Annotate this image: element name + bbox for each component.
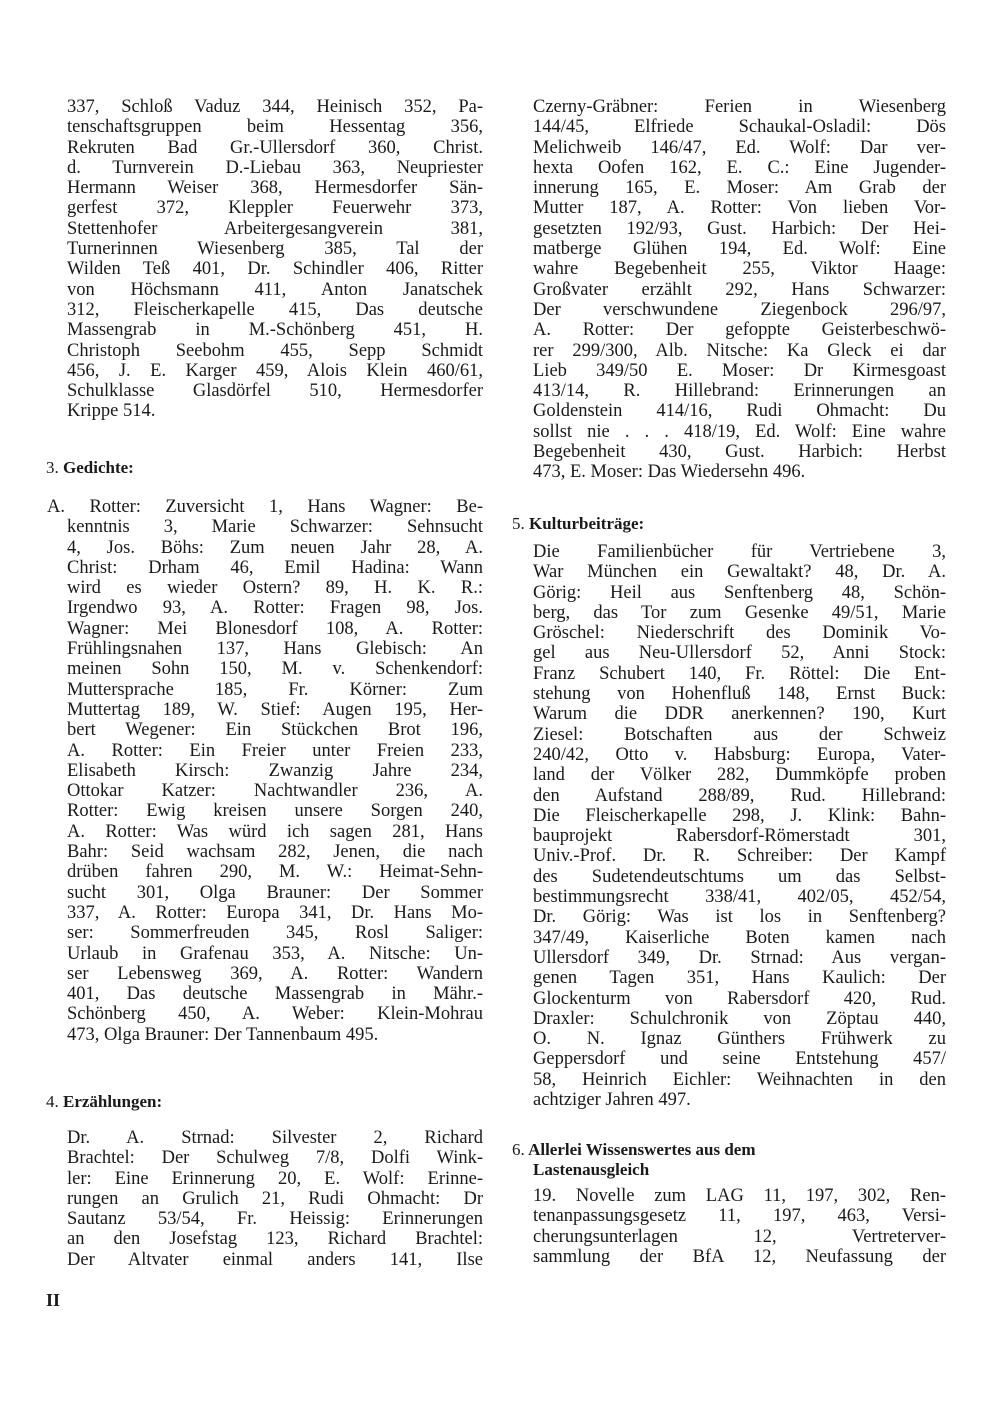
text-line: Die Fleischerkapelle 298, J. Klink: Bahn- [533, 805, 946, 826]
text-line: Wilden Teß 401, Dr. Schindler 406, Ritter [67, 259, 483, 280]
text-line: sollst nie . . . 418/19, Ed. Wolf: Eine wahre [533, 421, 946, 442]
text-line: Sautanz 53/54, Fr. Heissig: Erinnerungen [67, 1209, 483, 1230]
text-line: Dr. Görig: Was ist los in Senftenberg? [533, 907, 946, 928]
section-number: 3. [46, 458, 59, 477]
text-line: Die Familienbücher für Vertriebene 3, [533, 542, 946, 562]
text-line: Krippe 514. [67, 401, 156, 422]
text-line: 473, Olga Brauner: Der Tannenbaum 495. [67, 1024, 379, 1045]
text-line: 456, J. E. Karger 459, Alois Klein 460/61, [67, 360, 483, 381]
text-line: achtziger Jahren 497. [533, 1090, 691, 1111]
text-line: Der verschwundene Ziegenbock 296/97, [533, 299, 946, 320]
text-line: Muttertag 189, W. Stief: Augen 195, Her- [67, 699, 483, 720]
text-line: 19. Novelle zum LAG 11, 197, 302, Ren- [533, 1186, 946, 1206]
text-line: kenntnis 3, Marie Schwarzer: Sehnsucht [67, 517, 483, 538]
text-line: 4, Jos. Böhs: Zum neuen Jahr 28, A. [67, 537, 483, 558]
text-line: 337, Schloß Vaduz 344, Heinisch 352, Pa- [67, 97, 483, 117]
text-line: Univ.-Prof. Dr. R. Schreiber: Der Kampf [533, 846, 946, 867]
text-line: Christoph Seebohm 455, Sepp Schmidt [67, 340, 483, 361]
section-3-body [47, 497, 483, 1045]
text-line: bert Wegener: Ein Stückchen Brot 196, [67, 720, 483, 741]
text-line: cherungsunterlagen 12, Vertreterver- [533, 1226, 946, 1247]
text-line: land der Völker 282, Dummköpfe proben [533, 765, 946, 786]
text-line: wahre Begebenheit 255, Viktor Haage: [533, 259, 946, 280]
section-title: Kulturbeiträge: [529, 514, 645, 533]
text-line: Warum die DDR anerkennen? 190, Kurt [533, 704, 946, 725]
text-line: wird es wieder Ostern? 89, H. K. R.: [67, 578, 483, 599]
text-line: sucht 301, Olga Brauner: Der Sommer [67, 882, 483, 903]
text-line: sammlung der BfA 12, Neufassung der [533, 1246, 946, 1267]
text-line: O. N. Ignaz Günthers Frühwerk zu [533, 1029, 946, 1050]
text-line: ser Lebensweg 369, A. Rotter: Wandern [67, 963, 483, 984]
text-line: Irgendwo 93, A. Rotter: Fragen 98, Jos. [67, 598, 483, 619]
text-line: Rotter: Ewig kreisen unsere Sorgen 240, [67, 801, 483, 822]
text-line: Bahr: Seid wachsam 282, Jenen, die nach [67, 842, 483, 863]
text-line: den Aufstand 288/89, Rud. Hillebrand: [533, 785, 946, 806]
text-line: A. Rotter: Was würd ich sagen 281, Hans [67, 821, 483, 842]
section-title-continued: Lastenausgleich [533, 1160, 650, 1179]
text-line: von Höchsmann 411, Anton Janatschek [67, 279, 483, 300]
text-line: A. Rotter: Ein Freier unter Freien 233, [67, 740, 483, 761]
text-line: Urlaub in Grafenau 353, A. Nitsche: Un- [67, 943, 483, 964]
text-line: ser: Sommerfreuden 345, Rosl Saliger: [67, 923, 483, 944]
text-line: Großvater erzählt 292, Hans Schwarzer: [533, 279, 946, 300]
text-line: hexta Oofen 162, E. C.: Eine Jugender- [533, 157, 946, 178]
text-line: gesetzten 192/93, Gust. Harbich: Der Hei- [533, 218, 946, 239]
text-line: 413/14, R. Hillebrand: Erinnerungen an [533, 381, 946, 402]
text-line: 144/45, Elfriede Schaukal-Osladil: Dös [533, 117, 946, 138]
text-line: 473, E. Moser: Das Wiedersehn 496. [533, 462, 806, 483]
text-line: gerfest 372, Kleppler Feuerwehr 373, [67, 198, 483, 219]
text-line: Rekruten Bad Gr.-Ullersdorf 360, Christ. [67, 137, 483, 158]
text-line: gel aus Neu-Ullersdorf 52, Anni Stock: [533, 643, 946, 664]
section-title: Allerlei Wissenswertes aus dem [528, 1140, 756, 1159]
text-line: Geppersdorf und seine Entstehung 457/ [533, 1049, 946, 1070]
section-6-body [533, 1186, 946, 1267]
section-number: 6. [512, 1140, 525, 1159]
text-line: Dr. A. Strnad: Silvester 2, Richard [67, 1128, 483, 1148]
text-line: des Sudetendeutschtums um das Selbst- [533, 866, 946, 887]
text-line: 240/42, Otto v. Habsburg: Europa, Vater- [533, 744, 946, 765]
section-title: Erzählungen: [63, 1092, 163, 1111]
text-line: Glockenturm von Rabersdorf 420, Rud. [533, 988, 946, 1009]
text-line: Mutter 187, A. Rotter: Von lieben Vor- [533, 198, 946, 219]
text-line: Ullersdorf 349, Dr. Strnad: Aus vergan- [533, 947, 946, 968]
text-line: 58, Heinrich Eichler: Weihnachten in den [533, 1069, 946, 1090]
text-line: meinen Sohn 150, M. v. Schenkendorf: [67, 659, 483, 680]
text-line: Turnerinnen Wiesenberg 385, Tal der [67, 239, 483, 260]
text-line: Czerny-Gräbner: Ferien in Wiesenberg [533, 97, 946, 117]
text-line: Franz Schubert 140, Fr. Röttel: Die Ent- [533, 663, 946, 684]
section-title: Gedichte: [63, 458, 134, 477]
text-line: Massengrab in M.-Schönberg 451, H. [67, 320, 483, 341]
text-line: Muttersprache 185, Fr. Körner: Zum [67, 679, 483, 700]
text-line: innerung 165, E. Moser: Am Grab der [533, 178, 946, 199]
text-line: rungen an Grulich 21, Rudi Ohmacht: Dr [67, 1188, 483, 1209]
text-line: ler: Eine Erinnerung 20, E. Wolf: Erinne- [67, 1168, 483, 1189]
text-line: d. Turnverein D.-Liebau 363, Neupriester [67, 157, 483, 178]
text-line: Frühlingsnahen 137, Hans Glebisch: An [67, 639, 483, 660]
text-line: drüben fahren 290, M. W.: Heimat-Sehn- [67, 862, 483, 883]
section-3-heading [46, 458, 134, 478]
page-number: II [46, 1290, 61, 1310]
section-4-body [67, 1128, 483, 1270]
text-line: Schulklasse Glasdörfel 510, Hermesdorfer [67, 381, 483, 402]
text-line: Ziesel: Botschaften aus der Schweiz [533, 724, 946, 745]
text-line: Schönberg 450, A. Weber: Klein-Mohrau [67, 1004, 483, 1025]
text-line: Stettenhofer Arbeitergesangverein 381, [67, 218, 483, 239]
text-line: War München ein Gewaltakt? 48, Dr. A. [533, 562, 946, 583]
text-line: Draxler: Schulchronik von Zöptau 440, [533, 1008, 946, 1029]
section-5-body [533, 542, 946, 1110]
text-line: 401, Das deutsche Massengrab in Mähr.- [67, 984, 483, 1005]
text-line: bestimmungsrecht 338/41, 402/05, 452/54, [533, 887, 946, 908]
text-line: Begebenheit 430, Gust. Harbich: Herbst [533, 442, 946, 463]
text-line: A. Rotter: Zuversicht 1, Hans Wagner: Be- [47, 497, 483, 517]
text-line: Elisabeth Kirsch: Zwanzig Jahre 234, [67, 760, 483, 781]
text-line: stehung von Hohenfluß 148, Ernst Buck: [533, 684, 946, 705]
text-line: matberge Glühen 194, Ed. Wolf: Eine [533, 239, 946, 260]
text-line: 337, A. Rotter: Europa 341, Dr. Hans Mo- [67, 902, 483, 923]
text-line: Goldenstein 414/16, Rudi Ohmacht: Du [533, 401, 946, 422]
text-line: tenanpassungsgesetz 11, 197, 463, Versi- [533, 1206, 946, 1227]
text-line: Melichweib 146/47, Ed. Wolf: Dar ver- [533, 137, 946, 158]
left-section-1-continued [67, 97, 483, 422]
section-5-heading [512, 514, 644, 534]
text-line: 312, Fleischerkapelle 415, Das deutsche [67, 299, 483, 320]
text-line: A. Rotter: Der gefoppte Geisterbeschwö- [533, 320, 946, 341]
text-line: an den Josefstag 123, Richard Brachtel: [67, 1229, 483, 1250]
text-line: Christ: Drham 46, Emil Hadina: Wann [67, 557, 483, 578]
text-line: Gröschel: Niederschrift des Dominik Vo- [533, 623, 946, 644]
text-line: Wagner: Mei Blonesdorf 108, A. Rotter: [67, 618, 483, 639]
right-section-4-continued [533, 97, 946, 483]
text-line: berg, das Tor zum Gesenke 49/51, Marie [533, 602, 946, 623]
text-line: Görig: Heil aus Senftenberg 48, Schön- [533, 582, 946, 603]
text-line: Lieb 349/50 E. Moser: Dr Kirmesgoast [533, 360, 946, 381]
text-line: rer 299/300, Alb. Nitsche: Ka Gleck ei dar [533, 340, 946, 361]
section-number: 5. [512, 514, 525, 533]
section-number: 4. [46, 1092, 59, 1111]
text-line: Hermann Weiser 368, Hermesdorfer Sän- [67, 178, 483, 199]
text-line: Ottokar Katzer: Nachtwandler 236, A. [67, 781, 483, 802]
section-4-heading [46, 1092, 162, 1112]
text-line: 347/49, Kaiserliche Boten kamen nach [533, 927, 946, 948]
text-line: Der Altvater einmal anders 141, Ilse [67, 1249, 483, 1270]
text-line: Brachtel: Der Schulweg 7/8, Dolfi Wink- [67, 1148, 483, 1169]
text-line: genen Tagen 351, Hans Kaulich: Der [533, 968, 946, 989]
text-line: bauprojekt Rabersdorf-Römerstadt 301, [533, 826, 946, 847]
text-line: tenschaftsgruppen beim Hessentag 356, [67, 117, 483, 138]
section-6-heading [512, 1140, 756, 1180]
